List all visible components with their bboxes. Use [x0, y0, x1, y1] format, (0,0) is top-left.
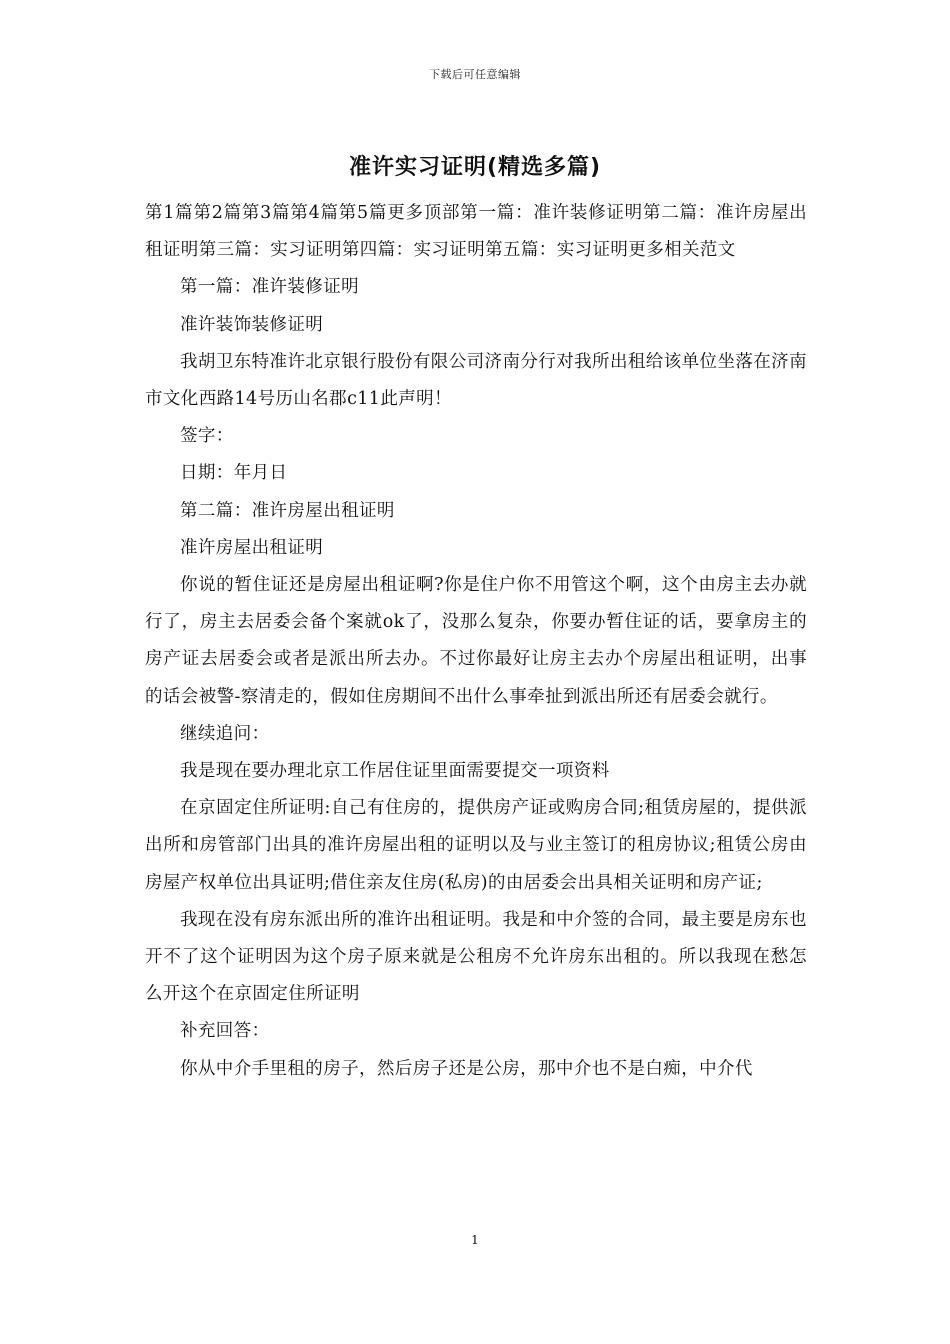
paragraph: 准许装饰装修证明 — [180, 314, 324, 335]
paragraph: 我胡卫东特准许北京银行股份有限公司济南分行对我所出租给该单位坐落在济南市文化西路14号历山名郡c11此声明！ — [145, 351, 807, 410]
page-header: 下载后可任意编辑 — [429, 68, 521, 81]
paragraph: 补充回答： — [180, 1021, 270, 1042]
paragraph: 第一篇：准许装修证明 — [180, 277, 359, 298]
paragraph: 在京固定住所证明:自己有住房的，提供房产证或购房合同;租赁房屋的，提供派出所和房管部门出具的准许房屋出租的证明以及与业主签订的租房协议;租赁公房由房屋产权单位出具证明;借住亲友住房(私房)的由居委会出具相关证明和房产证; — [145, 798, 807, 893]
paragraph: 你说的暂住证还是房屋出租证啊?你是住户你不用管这个啊，这个由房主去办就行了，房主去居委会备个案就ok了，没那么复杂，你要办暂住证的话，要拿房主的房产证去居委会或者是派出所去办。不过你最好让房主去办个房屋出租证明，出事的话会被警-察清走的，假如住房期间不出什么事牵扯到派出所还有居委会就行。 — [145, 575, 807, 707]
paragraph: 继续追问： — [180, 723, 270, 744]
paragraph: 准许房屋出租证明 — [180, 537, 324, 558]
paragraph: 第二篇：准许房屋出租证明 — [180, 500, 395, 521]
paragraph: 签字： — [180, 426, 234, 447]
paragraph: 我现在没有房东派出所的准许出租证明。我是和中介签的合同，最主要是房东也开不了这个证明因为这个房子原来就是公租房不允许房东出租的。所以我现在愁怎么开这个在京固定住所证明 — [145, 909, 807, 1005]
paragraph: 我是现在要办理北京工作居住证里面需要提交一项资料 — [180, 761, 610, 782]
page-number: 1 — [471, 1233, 479, 1247]
paragraph: 日期：年月日 — [180, 463, 288, 484]
document-body — [145, 195, 807, 1088]
paragraph: 第1篇第2篇第3篇第4篇第5篇更多顶部第一篇：准许装修证明第二篇：准许房屋出租证明第三篇：实习证明第四篇：实习证明第五篇：实习证明更多相关范文 — [145, 203, 807, 261]
document-title: 准许实习证明(精选多篇) — [348, 155, 602, 180]
paragraph: 你从中介手里租的房子，然后房子还是公房，那中介也不是白痴，中介代 — [180, 1058, 753, 1079]
